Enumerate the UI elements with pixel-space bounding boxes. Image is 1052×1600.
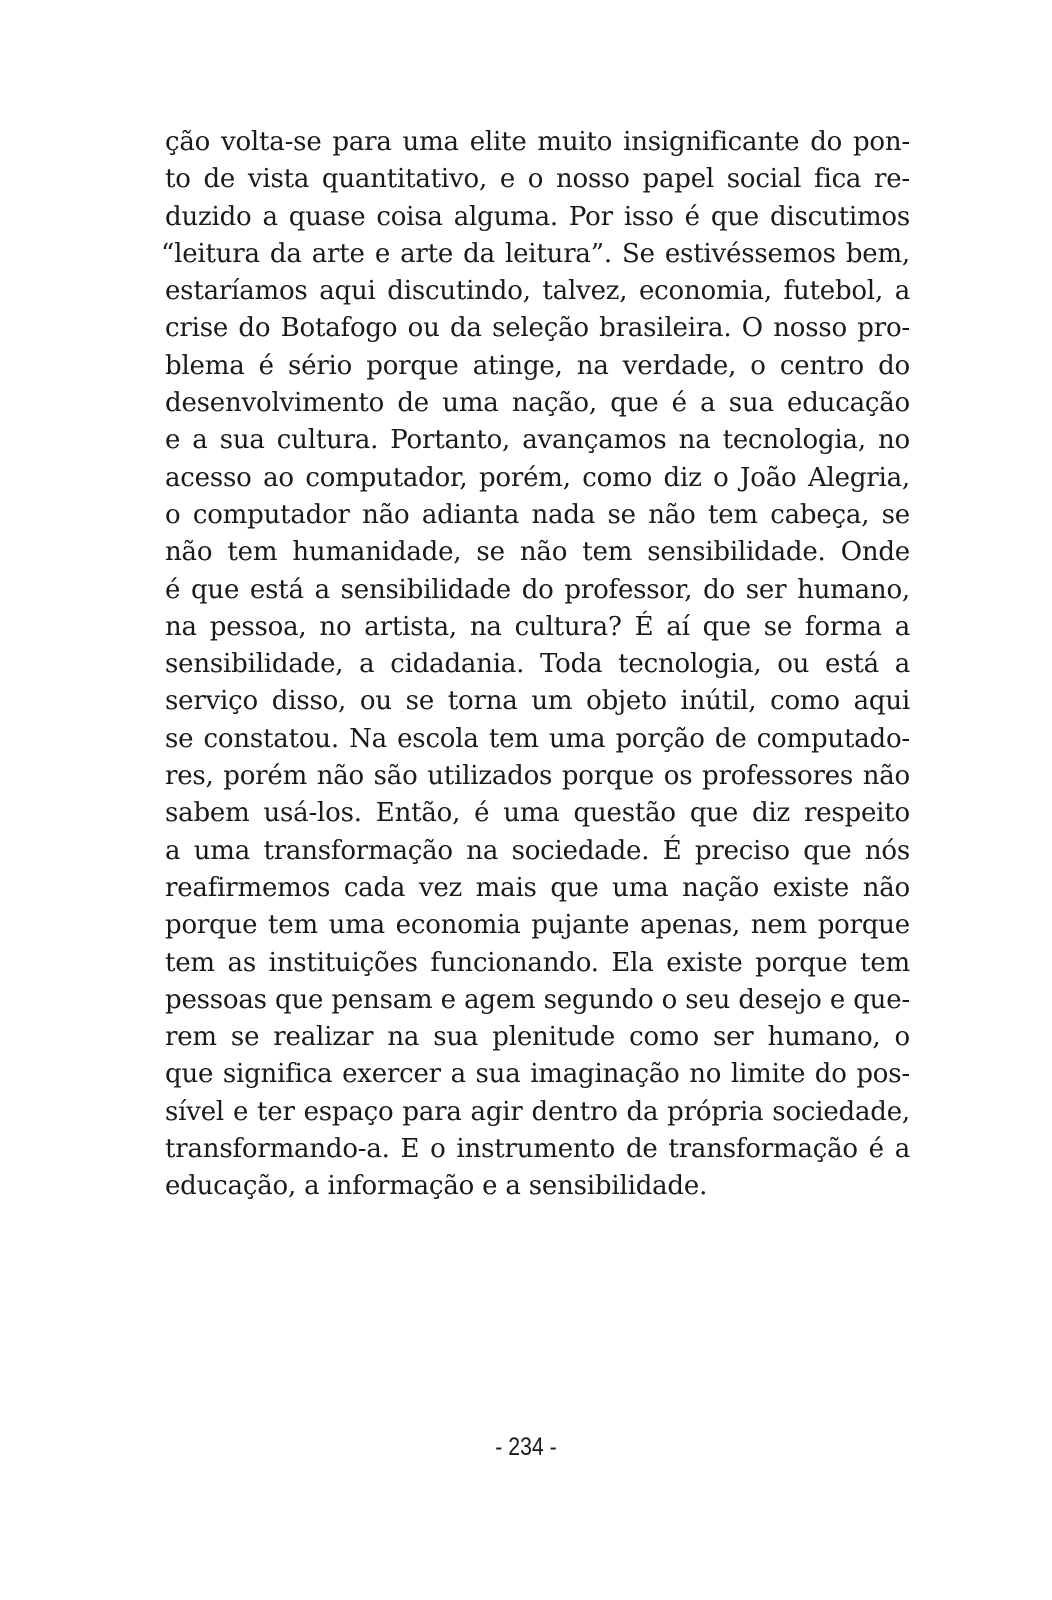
text-line: ção volta-se para uma elite muito insignificante do pon- — [165, 127, 910, 157]
text-line: crise do Botafogo ou da seleção brasileira. O nosso pro- — [165, 313, 910, 344]
text-line: transformando-a. E o instrumento de transformação é a — [165, 1134, 910, 1165]
text-line: não tem humanidade, se não tem sensibilidade. Onde — [165, 537, 910, 568]
text-line: acesso ao computador, porém, como diz o João Alegria, — [165, 462, 910, 493]
text-line: é que está a sensibilidade do professor, do ser humano, — [165, 574, 910, 605]
text-line: “leitura da arte e arte da leitura”. Se estivéssemos bem, — [161, 238, 910, 269]
text-line: porque tem uma economia pujante apenas, nem porque — [165, 910, 910, 941]
text-line: estaríamos aqui discutindo, talvez, economia, futebol, a — [165, 276, 910, 307]
text-line: se constatou. Na escola tem uma porção de computado- — [165, 723, 910, 754]
text-line: e a sua cultura. Portanto, avançamos na tecnologia, no — [165, 425, 910, 456]
text-line-last: educação, a informação e a sensibilidade. — [165, 1171, 708, 1202]
text-line: blema é sério porque atinge, na verdade, o centro do — [165, 350, 910, 381]
text-line: na pessoa, no artista, na cultura? É aí que se forma a — [165, 611, 910, 642]
text-line: sabem usá-los. Então, é uma questão que diz respeito — [165, 798, 910, 829]
text-line: res, porém não são utilizados porque os professores não — [165, 761, 910, 792]
text-line: tem as instituições funcionando. Ela existe porque tem — [165, 947, 910, 978]
text-line: sensibilidade, a cidadania. Toda tecnologia, ou está a — [165, 649, 910, 680]
text-line: reafirmemos cada vez mais que uma nação existe não — [165, 872, 910, 903]
text-line: o computador não adianta nada se não tem cabeça, se — [165, 499, 910, 530]
text-line: a uma transformação na sociedade. É preciso que nós — [165, 835, 910, 866]
text-line: sível e ter espaço para agir dentro da própria sociedade, — [165, 1096, 910, 1127]
text-line: desenvolvimento de uma nação, que é a sua educação — [165, 388, 910, 419]
body-text — [161, 124, 910, 1206]
text-line: serviço disso, ou se torna um objeto inútil, como aqui — [165, 686, 910, 717]
text-line: que significa exercer a sua imaginação no limite do pos- — [165, 1059, 910, 1090]
text-line: pessoas que pensam e agem segundo o seu desejo e que- — [165, 984, 910, 1015]
text-line: to de vista quantitativo, e o nosso papel social fica re- — [165, 164, 910, 195]
page-number: - 234 - — [495, 1433, 557, 1461]
text-line: rem se realizar na sua plenitude como ser humano, o — [165, 1022, 910, 1053]
text-line: duzido a quase coisa alguma. Por isso é que discutimos — [165, 201, 910, 232]
